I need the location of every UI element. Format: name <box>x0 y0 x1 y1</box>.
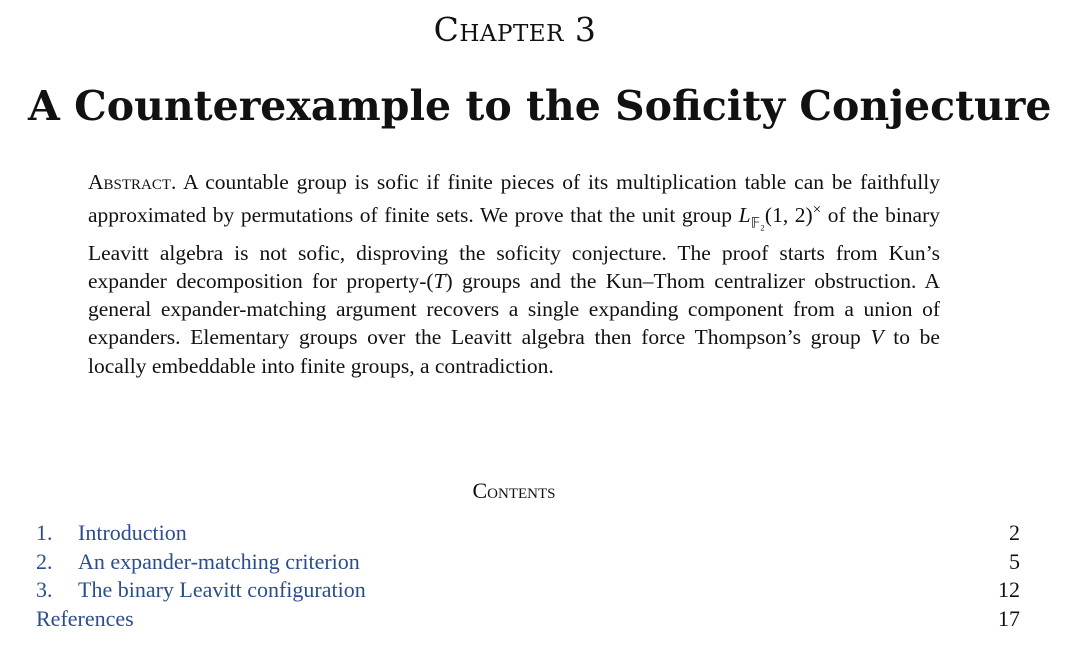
toc-entry-link[interactable]: References <box>36 605 134 631</box>
chapter-title: A Counterexample to the Soficity Conjecture <box>28 82 1052 130</box>
toc-entry-link[interactable]: The binary Leavitt configuration <box>78 577 366 602</box>
toc-entry[interactable] <box>36 576 1020 605</box>
abstract-text-2: of the binary Leavitt algebra is not sofic, disproving the soficity conjecture. The proof starts from Kun’s expander decomposition for property-( <box>88 203 940 294</box>
toc-entry-link[interactable]: Introduction <box>78 520 187 545</box>
toc-entry[interactable] <box>36 519 1020 548</box>
toc-entry-link[interactable]: An expander-matching criterion <box>78 548 360 574</box>
math-args: (1, 2) <box>764 203 813 228</box>
abstract-text-4: to be locally embeddable into finite groups, a contradiction. <box>88 325 940 378</box>
math-V: V <box>870 325 884 350</box>
math-T: T <box>433 269 446 294</box>
math-unit-group <box>738 202 822 232</box>
abstract-lead: Abstract. <box>88 170 177 194</box>
abstract <box>88 168 940 380</box>
toc-entry-page: 12 <box>998 577 1020 602</box>
toc-entry[interactable] <box>36 548 1020 577</box>
toc-entry-page: 5 <box>1009 548 1020 574</box>
abstract-text-1: A countable group is sofic if finite pieces of its multiplication table can be faithfully approximated by permutations of finite sets. We prove that the unit group <box>88 170 940 228</box>
toc-entry-page: 2 <box>1009 520 1020 545</box>
chapter-label: Chapter 3 <box>433 10 597 49</box>
toc-entry-number[interactable]: 1. <box>36 520 53 545</box>
math-L: L <box>738 203 751 228</box>
abstract-text-3: ) groups and the Kun–Thom centralizer obstruction. A general expander-matching argument recovers a single expanding component from a union of expanders. Elementary groups over the Leavitt algebra then force Thompson’s group <box>88 269 940 350</box>
toc-entry[interactable] <box>36 605 1020 634</box>
math-field-subscript: 𝔽₂ <box>750 216 765 232</box>
toc-entry-page: 17 <box>998 605 1020 631</box>
toc-entry-number[interactable]: 2. <box>36 548 53 574</box>
math-times-superscript: × <box>812 202 822 219</box>
toc-entry-number[interactable]: 3. <box>36 577 53 602</box>
contents-heading: Contents <box>472 478 556 503</box>
table-of-contents <box>36 519 1020 633</box>
